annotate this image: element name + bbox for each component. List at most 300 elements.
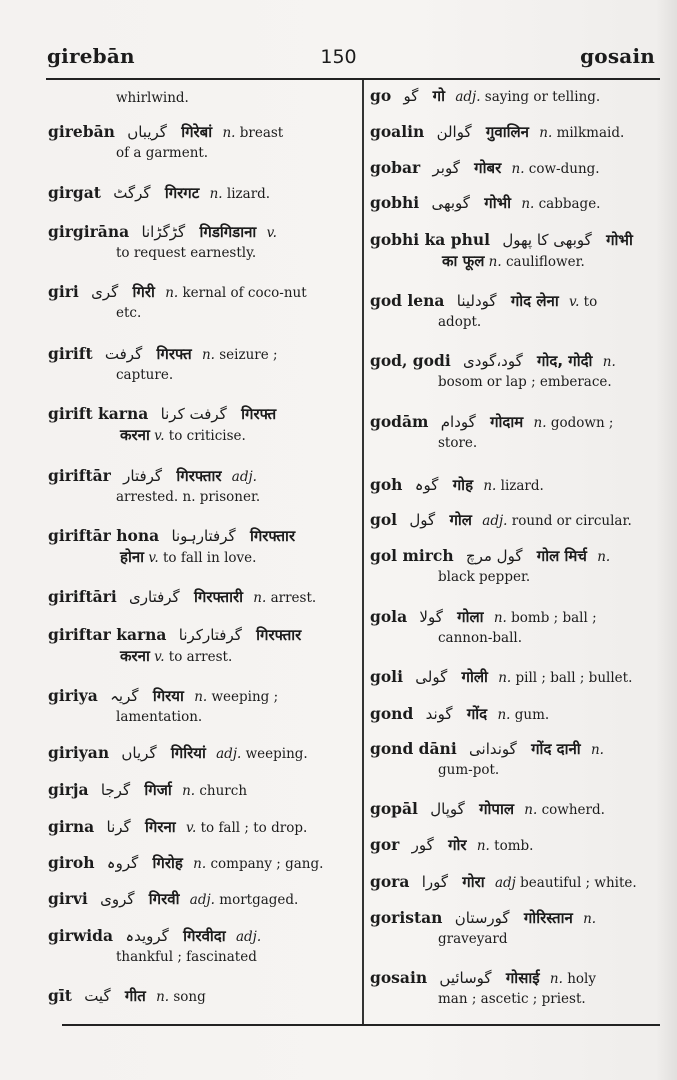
- entry-hindi: गिर्जा: [144, 781, 172, 799]
- entry-hindi: गोद लेना: [510, 292, 559, 310]
- entry-pos: n.: [533, 415, 547, 431]
- entry-hindi: गिरफ्त: [156, 345, 192, 363]
- entry-continuation-line: [370, 760, 658, 780]
- left-guide-word: girebān: [47, 44, 135, 68]
- entry-headword: giriftār hona: [48, 526, 160, 545]
- entry-pos: adj.: [235, 929, 262, 945]
- entry-continuation-line: [48, 547, 340, 568]
- entry-urdu: گوپال: [430, 800, 465, 818]
- entry-main-line: [48, 743, 340, 764]
- entry-urdu: گروی: [100, 890, 135, 908]
- entry-main-line: [370, 86, 658, 107]
- entry-hindi: गोरिस्तान: [523, 909, 573, 927]
- entry-definition: church: [199, 783, 248, 799]
- dictionary-entry: [370, 158, 658, 179]
- entry-headword: gobar: [370, 158, 421, 177]
- entry-hindi: गोबर: [474, 159, 502, 177]
- entry-hindi: गोद, गोदी: [537, 352, 593, 370]
- footer-rule: [62, 1024, 660, 1026]
- entry-headword: gor: [370, 835, 400, 854]
- entry-pos-continuation: v.: [154, 649, 165, 665]
- entry-pos: v.: [185, 820, 197, 836]
- entry-pos-continuation: v.: [154, 428, 165, 444]
- page-number: 150: [320, 46, 357, 68]
- entry-pos: n.: [511, 161, 525, 177]
- entry-urdu: گرفت: [104, 345, 143, 363]
- entry-headword: goli: [370, 667, 403, 686]
- entry-hindi: गिरगट: [164, 184, 200, 202]
- entry-hindi: गोभी: [606, 231, 633, 249]
- dictionary-entry: [48, 344, 340, 385]
- entry-definition: pill ; ball ; bullet.: [515, 670, 633, 686]
- dictionary-entry: [48, 625, 340, 667]
- entry-urdu: گرفتارکرنا: [178, 626, 242, 644]
- entry-pos: adj.: [231, 469, 257, 485]
- entry-headword: go: [370, 86, 392, 105]
- dictionary-entry: [370, 546, 658, 587]
- dictionary-entry: [370, 739, 658, 780]
- entry-main-line: [48, 625, 340, 646]
- entry-main-line: [370, 835, 658, 856]
- entry-definition-continuation: to arrest.: [168, 649, 233, 665]
- entry-definition: company ; gang.: [210, 856, 324, 872]
- entry-urdu: گری: [91, 283, 119, 301]
- entry-headword: girvi: [48, 889, 88, 908]
- entry-main-line: [48, 222, 340, 243]
- entry-urdu: گریہ: [110, 687, 139, 705]
- entry-hindi: गिडगिडाना: [199, 223, 257, 241]
- entry-main-line: [370, 510, 658, 531]
- entry-urdu: گور: [411, 836, 434, 854]
- entry-urdu: گو: [403, 87, 419, 105]
- entry-urdu: گودام: [440, 413, 476, 431]
- dictionary-entry: [370, 872, 658, 893]
- dictionary-entry: [48, 122, 340, 163]
- header-rule: [46, 78, 660, 80]
- entry-main-line: [370, 607, 658, 628]
- entry-headword: giroh: [48, 853, 95, 872]
- entry-headword: gobhi ka phul: [370, 230, 491, 249]
- entry-urdu: گرجا: [100, 781, 131, 799]
- dictionary-entry: [48, 853, 340, 874]
- entry-urdu: گوبر: [432, 159, 460, 177]
- entry-headword: godām: [370, 412, 429, 431]
- entry-headword: goh: [370, 475, 403, 494]
- entry-definition-continuation: man ; ascetic ; priest.: [438, 991, 586, 1007]
- entry-headword: girift: [48, 344, 93, 363]
- entry-hindi: गोल: [449, 511, 472, 529]
- entry-pos: v.: [266, 225, 277, 241]
- dictionary-entry: [48, 526, 340, 568]
- entry-continuation-line: [48, 947, 340, 967]
- dictionary-entry: [370, 193, 658, 214]
- entry-definition: round or circular.: [511, 513, 632, 529]
- entry-urdu: گڑگڑانا: [141, 223, 186, 241]
- entry-main-line: [48, 686, 340, 707]
- entry-definition-continuation: graveyard: [438, 931, 508, 947]
- entry-definition-continuation: adopt.: [438, 314, 482, 330]
- entry-headword: gīt: [48, 986, 72, 1005]
- dictionary-entry: [48, 222, 340, 263]
- entry-pos: n.: [590, 742, 604, 758]
- dictionary-entry: [370, 968, 658, 1009]
- entry-headword: girna: [48, 817, 95, 836]
- entry-hindi: गोंद दानी: [531, 740, 581, 758]
- dictionary-entry: [48, 743, 340, 764]
- right-guide-word: gosain: [580, 44, 655, 68]
- entry-urdu: گیت: [84, 987, 111, 1005]
- entry-main-line: [48, 817, 340, 838]
- column-divider: [362, 80, 364, 1026]
- entry-hindi: गोली: [461, 668, 488, 686]
- entry-continuation-line: [370, 628, 658, 648]
- entry-pos-continuation: v.: [148, 550, 159, 566]
- entry-main-line: [370, 546, 658, 567]
- entry-continuation-line: [48, 303, 340, 323]
- entry-definition-continuation: store.: [438, 435, 478, 451]
- entry-main-line: [48, 889, 340, 910]
- entry-headword: gopāl: [370, 799, 418, 818]
- entry-urdu: گرفتارہونا: [171, 527, 236, 545]
- entry-urdu: گریباں: [127, 123, 167, 141]
- entry-headword: gobhi: [370, 193, 420, 212]
- entry-headword: god, godi: [370, 351, 451, 370]
- entry-hindi: गिरवी: [148, 890, 180, 908]
- entry-hindi: गीत: [124, 987, 146, 1005]
- dictionary-entry: [370, 510, 658, 531]
- entry-headword: gol: [370, 510, 398, 529]
- entry-pos: adj.: [455, 89, 481, 105]
- entry-headword: girgirāna: [48, 222, 130, 241]
- entry-urdu: گورستان: [454, 909, 510, 927]
- entry-pos: n.: [493, 610, 507, 626]
- entry-headword: girift karna: [48, 404, 149, 423]
- entry-definition-continuation: to fall in love.: [162, 550, 257, 566]
- entry-urdu: گودلینا: [456, 292, 497, 310]
- entry-definition: breast: [239, 125, 284, 141]
- entry-urdu: گوسائیں: [439, 969, 492, 987]
- entry-hindi: गोपाल: [479, 800, 514, 818]
- dictionary-entry: [48, 926, 340, 967]
- entry-hindi: गोर: [448, 836, 467, 854]
- entry-definition: seizure ;: [219, 347, 278, 363]
- entry-headword: girja: [48, 780, 89, 799]
- entry-definition-continuation: cannon-ball.: [438, 630, 522, 646]
- entry-main-line: [48, 780, 340, 801]
- entry-urdu: گریاں: [121, 744, 157, 762]
- entry-main-line: [370, 475, 658, 496]
- entry-pos: v.: [569, 294, 580, 310]
- entry-main-line: [48, 122, 340, 143]
- entry-main-line: [370, 704, 658, 725]
- entry-continuation-line: [370, 929, 658, 949]
- dictionary-entry: [370, 230, 658, 272]
- page-edge-shadow: [657, 0, 677, 1080]
- entry-headword: gond dāni: [370, 739, 457, 758]
- entry-main-line: [370, 412, 658, 433]
- entry-hindi: गिरी: [132, 283, 155, 301]
- entry-hindi: गोरा: [462, 873, 485, 891]
- entry-main-line: [48, 853, 340, 874]
- dictionary-entry: [48, 466, 340, 507]
- entry-headword: gol mirch: [370, 546, 454, 565]
- entry-main-line: [370, 193, 658, 214]
- dictionary-entry: [370, 412, 658, 453]
- entry-continuation-line: [48, 243, 340, 263]
- entry-hindi-continuation: होना: [120, 548, 145, 566]
- dictionary-entry: [48, 817, 340, 838]
- entry-urdu: گوندانی: [469, 740, 517, 758]
- entry-definition: gum.: [514, 707, 550, 723]
- entry-hindi: गिरेबां: [181, 123, 213, 141]
- entry-headword: girgat: [48, 183, 101, 202]
- entry-definition-continuation: thankful ; fascinated: [116, 949, 257, 965]
- entry-headword: giriyan: [48, 743, 110, 762]
- entry-hindi: गोभी: [484, 194, 512, 212]
- entry-hindi: गिरियां: [170, 744, 206, 762]
- entry-continuation-line: [48, 487, 340, 507]
- entry-definition-continuation: cauliflower.: [505, 254, 585, 270]
- entry-main-line: [48, 926, 340, 947]
- entry-definition: holy: [567, 971, 596, 987]
- dictionary-entry: [370, 122, 658, 143]
- entry-main-line: [48, 466, 340, 487]
- entry-pos: n.: [209, 186, 223, 202]
- entry-main-line: [48, 282, 340, 303]
- entry-hindi: गिरना: [144, 818, 176, 836]
- entry-pos: n.: [583, 911, 597, 927]
- dictionary-entry: [370, 704, 658, 725]
- entry-headword: god lena: [370, 291, 445, 310]
- entry-definition-continuation: to request earnestly.: [116, 245, 257, 261]
- entry-pos: adj: [494, 875, 516, 891]
- entry-headword: gond: [370, 704, 414, 723]
- entry-pos-continuation: n.: [488, 254, 502, 270]
- entry-hindi: गोदाम: [490, 413, 524, 431]
- entry-definition: kernal of coco-nut: [182, 285, 307, 301]
- entry-continuation-line: [48, 143, 340, 163]
- entry-main-line: [370, 968, 658, 989]
- entry-pos: adj.: [482, 513, 508, 529]
- entry-pos: n.: [483, 478, 497, 494]
- dictionary-entry: [370, 351, 658, 392]
- entry-hindi: गो: [432, 87, 446, 105]
- entry-definition: cabbage.: [538, 196, 601, 212]
- entry-urdu: گرنا: [106, 818, 131, 836]
- entry-pos: n.: [497, 707, 511, 723]
- entry-hindi-continuation: का फूल: [442, 252, 485, 270]
- entry-definition: beautiful ; white.: [520, 875, 637, 891]
- entry-hindi-continuation: करना: [120, 647, 150, 665]
- entry-definition: weeping ;: [211, 689, 279, 705]
- entry-definition: saying or telling.: [484, 89, 601, 105]
- entry-headword: gosain: [370, 968, 428, 987]
- entry-definition: mortgaged.: [219, 892, 299, 908]
- entry-pos: n.: [193, 856, 207, 872]
- entry-main-line: [48, 183, 340, 204]
- entry-definition: cow-dung.: [528, 161, 600, 177]
- entry-definition-continuation: whirlwind.: [116, 90, 189, 106]
- dictionary-entry: [48, 282, 340, 323]
- dictionary-entry: [48, 780, 340, 801]
- entry-definition: cowherd.: [541, 802, 605, 818]
- entry-definition-continuation: etc.: [116, 305, 142, 321]
- entry-definition-continuation: of a garment.: [116, 145, 209, 161]
- entry-pos: n.: [156, 989, 170, 1005]
- entry-main-line: [370, 291, 658, 312]
- entry-main-line: [48, 344, 340, 365]
- entry-definition: lizard.: [500, 478, 544, 494]
- dictionary-entry: [48, 88, 340, 108]
- entry-main-line: [370, 351, 658, 372]
- entry-hindi: गिरोह: [152, 854, 183, 872]
- entry-definition-continuation: black pepper.: [438, 569, 531, 585]
- dictionary-entry: [370, 667, 658, 688]
- entry-headword: giriftāri: [48, 587, 117, 606]
- entry-urdu: گرفتاری: [129, 588, 180, 606]
- entry-pos: n.: [476, 838, 490, 854]
- entry-pos: n.: [201, 347, 215, 363]
- entry-definition: milkmaid.: [556, 125, 625, 141]
- entry-urdu: گوند: [425, 705, 453, 723]
- dictionary-entry: [48, 686, 340, 727]
- dictionary-entry: [370, 908, 658, 949]
- entry-urdu: گورا: [421, 873, 448, 891]
- entry-urdu: گود،گودی: [463, 352, 523, 370]
- entry-urdu: گول مرچ: [465, 547, 523, 565]
- entry-main-line: [48, 587, 340, 608]
- entry-continuation-line: [48, 425, 340, 446]
- entry-pos: n.: [253, 590, 267, 606]
- entry-pos: n.: [549, 971, 563, 987]
- entry-definition-continuation: arrested. n. prisoner.: [116, 489, 261, 505]
- entry-urdu: گرفتار: [123, 467, 163, 485]
- entry-urdu: گرگٹ: [113, 184, 151, 202]
- dictionary-entry: [48, 889, 340, 910]
- entry-main-line: [48, 526, 340, 547]
- entry-hindi: गिरया: [152, 687, 184, 705]
- entry-urdu: گولی: [415, 668, 448, 686]
- entry-urdu: گوالن: [436, 123, 472, 141]
- entry-continuation-line: [48, 365, 340, 385]
- entry-definition-continuation: gum-pot.: [438, 762, 500, 778]
- entry-continuation-line: [370, 372, 658, 392]
- entry-continuation-line: [48, 707, 340, 727]
- entry-pos: n.: [524, 802, 538, 818]
- entry-main-line: [370, 872, 658, 893]
- entry-definition: arrest.: [270, 590, 317, 606]
- entry-pos: n.: [521, 196, 535, 212]
- entry-continuation-line: [48, 646, 340, 667]
- entry-hindi: गिरफ्तारी: [193, 588, 243, 606]
- entry-definition: weeping.: [245, 746, 308, 762]
- entry-definition: godown ;: [550, 415, 614, 431]
- entry-continuation-line: [370, 989, 658, 1009]
- entry-hindi-continuation: करना: [120, 426, 150, 444]
- entry-urdu: گرویدہ: [125, 927, 169, 945]
- entry-headword: giriya: [48, 686, 98, 705]
- entry-main-line: [370, 739, 658, 760]
- entry-pos: n.: [222, 125, 236, 141]
- entry-hindi: गिरफ्त: [241, 405, 277, 423]
- entry-headword: gola: [370, 607, 408, 626]
- entry-continuation-line: [370, 433, 658, 453]
- entry-headword: gora: [370, 872, 410, 891]
- entry-hindi: गोल मिर्च: [536, 547, 587, 565]
- entry-headword: goristan: [370, 908, 443, 927]
- entry-urdu: گوہ: [414, 476, 439, 494]
- entry-definition: song: [173, 989, 206, 1005]
- entry-urdu: گروہ: [106, 854, 139, 872]
- dictionary-entry: [370, 86, 658, 107]
- entry-definition: lizard.: [226, 186, 271, 202]
- dictionary-entry: [370, 291, 658, 332]
- entry-continuation-line: [48, 88, 340, 108]
- entry-headword: girwida: [48, 926, 114, 945]
- entry-urdu: گوبھی کا پھول: [502, 231, 592, 249]
- entry-pos: n.: [182, 783, 196, 799]
- entry-definition-continuation: to criticise.: [168, 428, 246, 444]
- entry-hindi: गिरफ्तार: [249, 527, 296, 545]
- entry-main-line: [48, 986, 340, 1007]
- entry-pos: n.: [194, 689, 208, 705]
- entry-headword: giri: [48, 282, 79, 301]
- entry-hindi: गुवालिन: [485, 123, 529, 141]
- entry-urdu: گولا: [419, 608, 443, 626]
- entry-pos: n.: [602, 354, 616, 370]
- entry-headword: girebān: [48, 122, 115, 141]
- entry-continuation-line: [370, 567, 658, 587]
- entry-pos: n.: [498, 670, 512, 686]
- entry-definition-continuation: bosom or lap ; emberace.: [438, 374, 612, 390]
- entry-hindi: गिरफ्तार: [256, 626, 302, 644]
- dictionary-entry: [370, 475, 658, 496]
- entry-headword: goalin: [370, 122, 425, 141]
- entry-hindi: गोला: [457, 608, 484, 626]
- entry-urdu: گوبھی: [431, 194, 470, 212]
- dictionary-entry: [48, 986, 340, 1007]
- entry-headword: giriftār: [48, 466, 111, 485]
- entry-urdu: گرفت کرنا: [160, 405, 227, 423]
- entry-hindi: गोंद: [466, 705, 488, 723]
- entry-definition-continuation: capture.: [116, 367, 174, 383]
- entry-hindi: गोसाई: [505, 969, 540, 987]
- entry-urdu: گول: [409, 511, 436, 529]
- entry-pos: n.: [539, 125, 553, 141]
- entry-definition: tomb.: [494, 838, 534, 854]
- entry-definition: bomb ; ball ;: [511, 610, 597, 626]
- dictionary-entry: [370, 799, 658, 820]
- entry-pos: adj.: [216, 746, 242, 762]
- entry-main-line: [370, 122, 658, 143]
- entry-hindi: गिरफ्तार: [176, 467, 222, 485]
- dictionary-entry: [48, 404, 340, 446]
- entry-definition: to: [583, 294, 598, 310]
- entry-pos: n.: [165, 285, 179, 301]
- entry-hindi: गिरवीदा: [183, 927, 226, 945]
- entry-definition: to fall ; to drop.: [200, 820, 308, 836]
- entry-main-line: [370, 799, 658, 820]
- dictionary-entry: [48, 183, 340, 204]
- entry-definition-continuation: lamentation.: [116, 709, 203, 725]
- entry-main-line: [48, 404, 340, 425]
- entry-pos: n.: [597, 549, 611, 565]
- dictionary-entry: [370, 607, 658, 648]
- entry-main-line: [370, 667, 658, 688]
- entry-pos: adj.: [189, 892, 215, 908]
- entry-main-line: [370, 230, 658, 251]
- dictionary-entry: [370, 835, 658, 856]
